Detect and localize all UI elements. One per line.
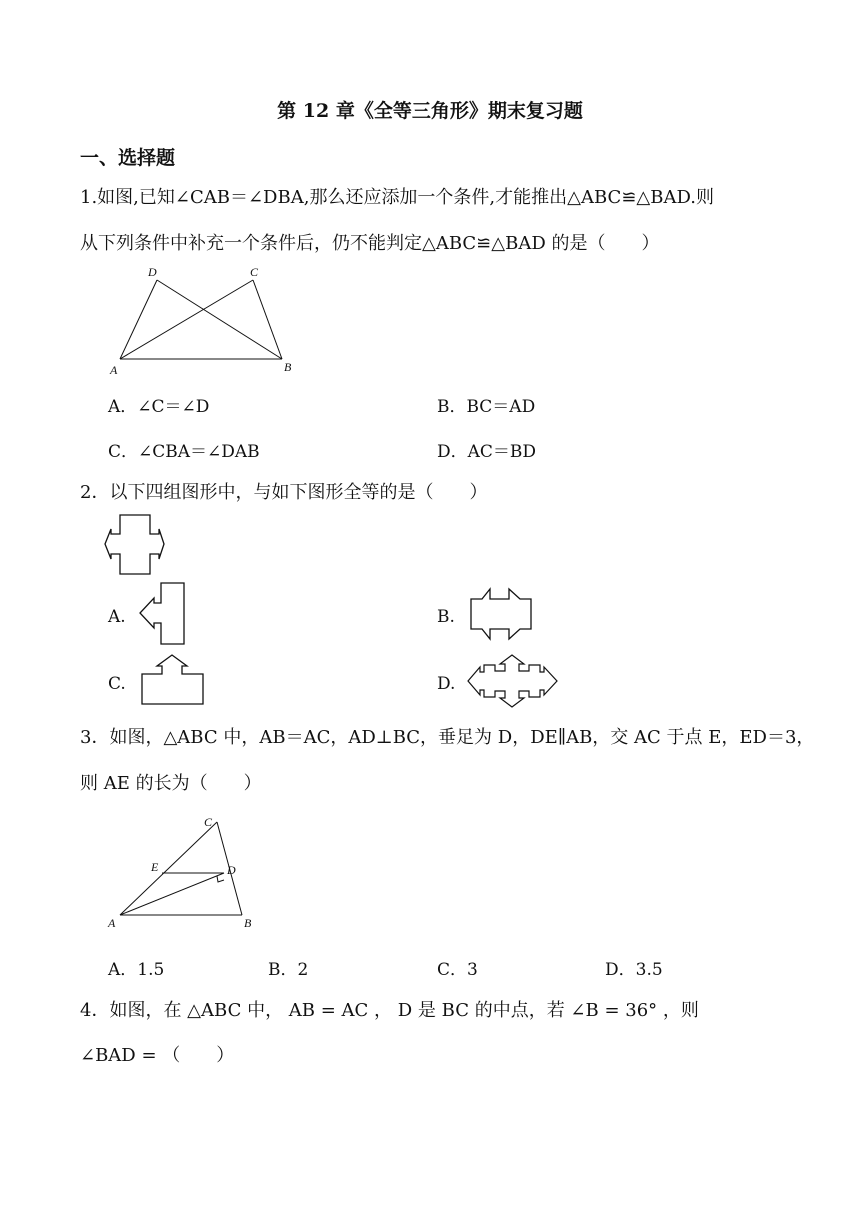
segment-ad [120, 280, 157, 359]
label-b: B [284, 360, 292, 374]
label-c: C [204, 815, 213, 829]
q2-option-a[interactable]: A. [108, 607, 126, 627]
segment-ac [120, 280, 253, 359]
label-b: B [244, 916, 252, 930]
q2-option-b-shape[interactable] [465, 585, 537, 645]
q4-line2: ∠BAD = （ ） [80, 1045, 235, 1066]
q2-option-d-shape[interactable] [465, 652, 561, 710]
q2-reference-shape [102, 512, 166, 578]
label-c: C [250, 265, 259, 279]
q3-option-c[interactable]: C．3 [437, 960, 478, 980]
q3-line1: 3．如图，△ABC 中，AB＝AC，AD⊥BC，垂足为 D，DE∥AB，交 AC 于点 E，ED＝3， [80, 727, 815, 748]
q3-figure [100, 808, 265, 938]
q1-figure [100, 262, 310, 380]
q3-option-a[interactable]: A．1.5 [108, 960, 165, 980]
label-a: A [110, 363, 118, 377]
segment-ac [120, 822, 217, 915]
q2-option-a-shape[interactable] [135, 580, 189, 648]
label-d: D [227, 863, 236, 877]
segment-bc [253, 280, 282, 359]
q2-text: 2．以下四组图形中，与如下图形全等的是（ ） [80, 482, 488, 503]
q3-option-d[interactable]: D．3.5 [605, 960, 663, 980]
q2-option-c-shape[interactable] [137, 652, 209, 708]
right-angle-mark [217, 876, 224, 882]
section-heading: 一、选择题 [80, 147, 176, 169]
label-e: E [151, 860, 159, 874]
q1-option-c[interactable]: C．∠CBA＝∠DAB [108, 442, 260, 462]
q3-option-b[interactable]: B．2 [268, 960, 309, 980]
label-a: A [108, 916, 116, 930]
q3-line2: 则 AE 的长为（ ） [80, 773, 262, 794]
q1-option-b[interactable]: B．BC＝AD [437, 397, 536, 417]
segment-bd [157, 280, 282, 359]
q1-option-a[interactable]: A．∠C＝∠D [108, 397, 210, 417]
q2-option-b[interactable]: B. [437, 607, 455, 627]
label-d: D [148, 265, 157, 279]
q2-option-d[interactable]: D. [437, 674, 456, 694]
q1-line2: 从下列条件中补充一个条件后，仍不能判定△ABC≌△BAD 的是（ ） [80, 233, 660, 254]
q1-option-d[interactable]: D．AC＝BD [437, 442, 537, 462]
page-title: 第 12 章《全等三角形》期末复习题 [277, 100, 583, 122]
q2-option-c[interactable]: C. [108, 674, 126, 694]
q1-line1: 1.如图,已知∠CAB＝∠DBA,那么还应添加一个条件,才能推出△ABC≌△BAD.则 [80, 187, 714, 208]
q4-line1: 4．如图，在 △ABC 中， AB = AC ， D 是 BC 的中点，若 ∠B = 36° ，则 [80, 1000, 699, 1021]
segment-ad [120, 873, 224, 915]
